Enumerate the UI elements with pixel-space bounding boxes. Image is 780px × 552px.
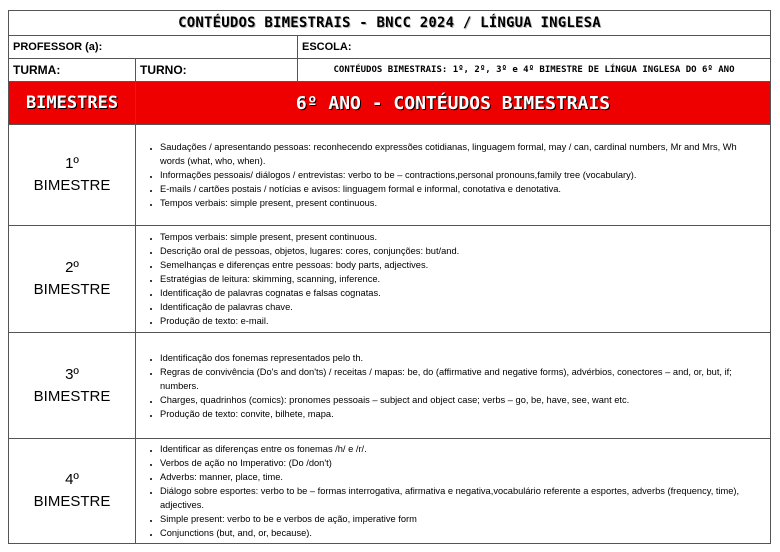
list-item: • Conjunctions (but, and, or, because). (160, 526, 764, 540)
bimester-label (9, 226, 136, 333)
bimesters-header: BIMESTRES (9, 82, 136, 125)
contents-table (8, 10, 771, 544)
list-item: • Identificação de palavras chave. (160, 300, 764, 314)
bimester-row-2 (9, 226, 771, 333)
bimester-contents (136, 333, 771, 439)
bimester-contents (136, 439, 771, 544)
bimester-row-3 (9, 333, 771, 439)
contents-description: CONTÉUDOS BIMESTRAIS: 1º, 2º, 3º e 4º BIMESTRE DE LÍNGUA INGLESA DO 6º ANO (298, 59, 771, 82)
list-item: • Regras de convivência (Do's and don'ts) / receitas / mapas: be, do (affirmative and negative forms), advérbios, conectores – and, or, but, if; numbers. (160, 365, 764, 393)
professor-field[interactable]: PROFESSOR (a): (9, 36, 298, 59)
school-field[interactable]: ESCOLA: (298, 36, 771, 59)
bimester-word: BIMESTRE (33, 281, 111, 298)
bimester-label (9, 125, 136, 226)
bimester-word: BIMESTRE (33, 177, 111, 194)
list-item: • Estratégias de leitura: skimming, scanning, inference. (160, 272, 764, 286)
list-item: • Adverbs: manner, place, time. (160, 470, 764, 484)
bimester-contents (136, 125, 771, 226)
list-item: • Produção de texto: convite, bilhete, mapa. (160, 407, 764, 421)
contents-list (136, 442, 770, 540)
document-title: CONTÉUDOS BIMESTRAIS - BNCC 2024 / LÍNGUA INGLESA (9, 11, 771, 36)
list-item: • Semelhanças e diferenças entre pessoas: body parts, adjectives. (160, 258, 764, 272)
list-item: • Tempos verbais: simple present, present continuous. (160, 196, 764, 210)
list-item: • Descrição oral de pessoas, objetos, lugares: cores, conjunções: but/and. (160, 244, 764, 258)
bimester-row-1 (9, 125, 771, 226)
list-item: • E-mails / cartões postais / notícias e avisos: linguagem formal e informal, conotativa e denotativa. (160, 182, 764, 196)
title-row (9, 11, 771, 36)
bimester-number: 1º (65, 155, 79, 172)
list-item: • Identificação dos fonemas representados pelo th. (160, 351, 764, 365)
contents-list (136, 140, 770, 210)
bimester-row-4 (9, 439, 771, 544)
bimester-number: 2º (65, 259, 79, 276)
shift-field[interactable]: TURNO: (136, 59, 298, 82)
contents-header: 6º ANO - CONTÉUDOS BIMESTRAIS (136, 82, 771, 125)
list-item: • Produção de texto: e-mail. (160, 314, 764, 328)
bimester-number: 3º (65, 365, 79, 383)
bimester-label (9, 439, 136, 544)
class-shift-row (9, 59, 771, 82)
professor-school-row (9, 36, 771, 59)
bimester-label (9, 333, 136, 439)
class-field[interactable]: TURMA: (9, 59, 136, 82)
list-item: • Verbos de ação no Imperativo: (Do /don't) (160, 456, 764, 470)
contents-list (136, 351, 770, 421)
list-item: • Charges, quadrinhos (comics): pronomes pessoais – subject and object case; verbs – go, be, have, see, want etc. (160, 393, 764, 407)
list-item: • Identificar as diferenças entre os fonemas /h/ e /r/. (160, 442, 764, 456)
list-item: • Tempos verbais: simple present, present continuous. (160, 230, 764, 244)
contents-list (136, 230, 770, 328)
list-item: • Simple present: verbo to be e verbos de ação, imperative form (160, 512, 764, 526)
bimester-number: 4º (65, 471, 79, 488)
bimester-word: BIMESTRE (33, 493, 111, 510)
list-item: • Identificação de palavras cognatas e falsas cognatas. (160, 286, 764, 300)
list-item: • Informações pessoais/ diálogos / entrevistas: verbo to be – contractions,personal pronouns,family tree (vocabulary). (160, 168, 764, 182)
table-header-row (9, 82, 771, 125)
bimester-contents (136, 226, 771, 333)
list-item: • Diálogo sobre esportes: verbo to be – formas interrogativa, afirmativa e negativa,vocabulário referente a esportes, adverbs (frequency, time), adjectives. (160, 484, 764, 512)
bimester-word: BIMESTRE (33, 387, 111, 405)
list-item: • Saudações / apresentando pessoas: reconhecendo expressões cotidianas, linguagem formal, may / can, cardinal numbers, Mr and Mrs, Wh words (what, who, when). (160, 140, 764, 168)
